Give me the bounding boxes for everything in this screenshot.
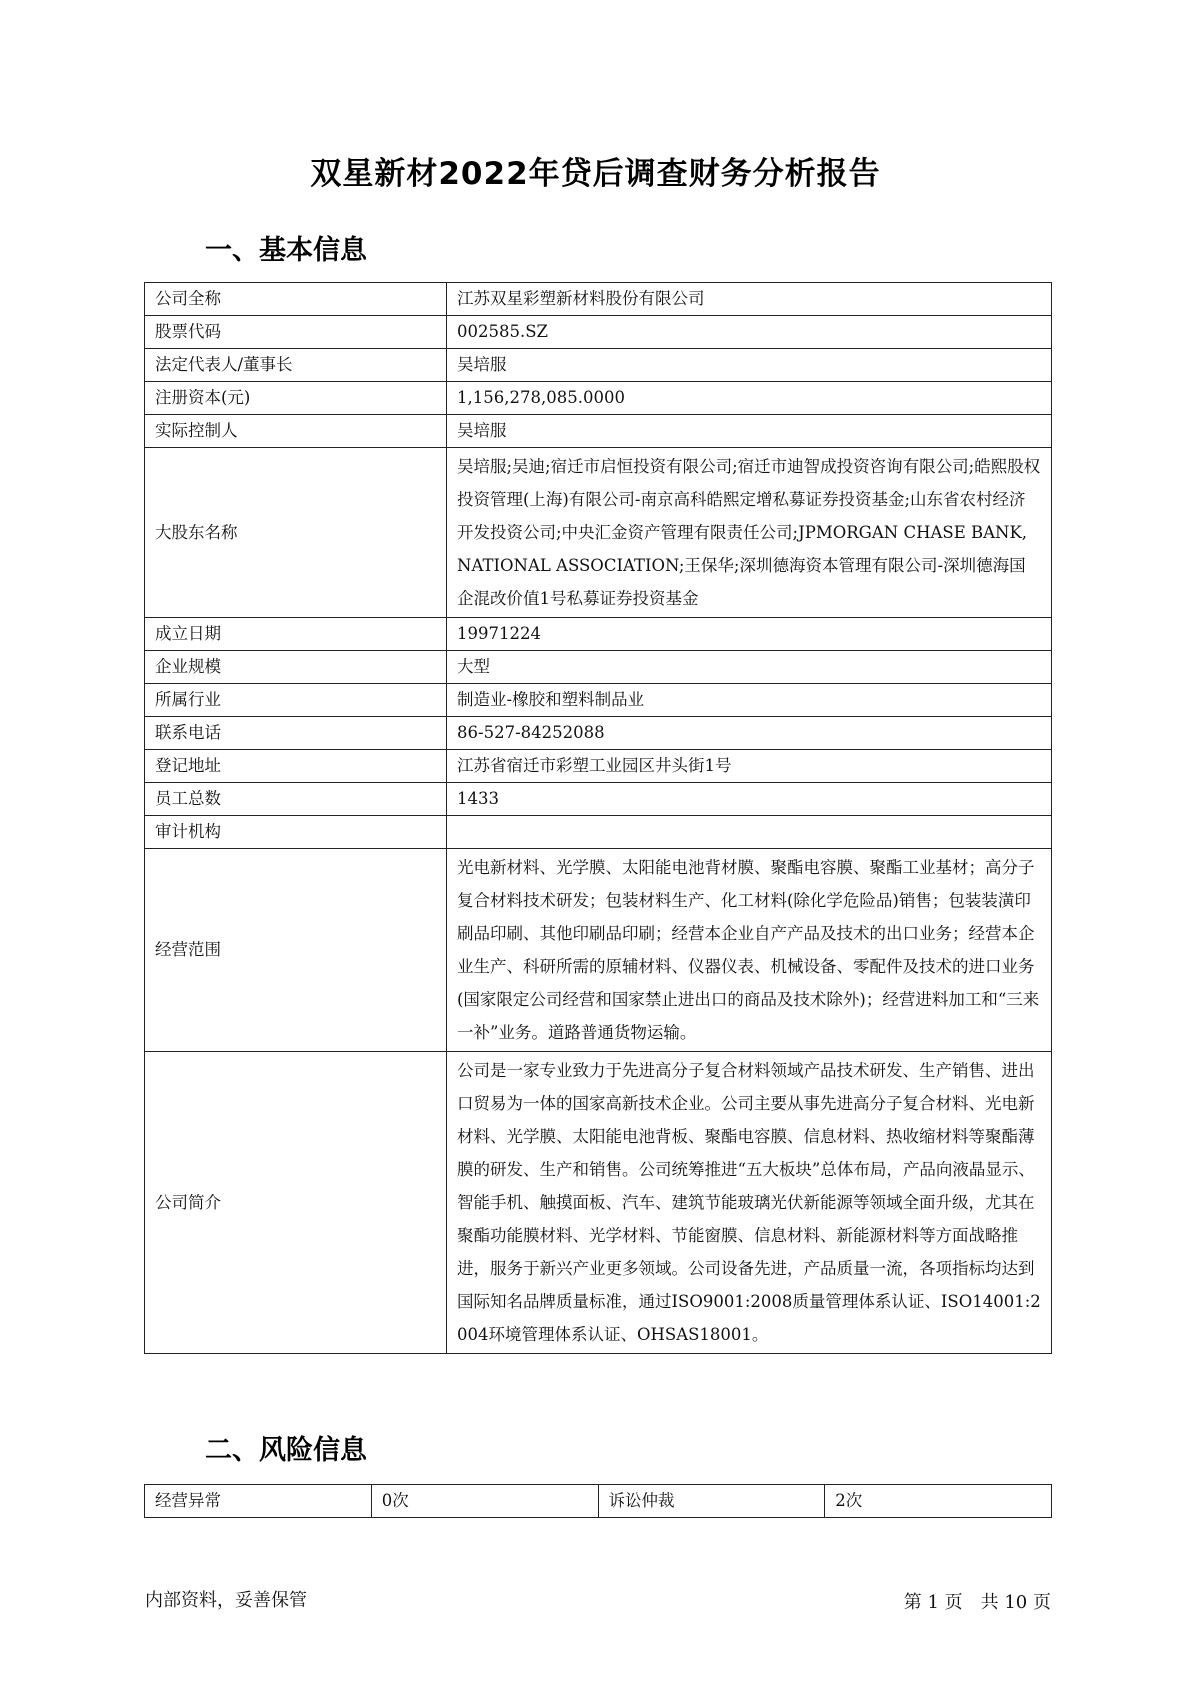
row-value: 19971224	[447, 618, 1052, 651]
basic-info-table	[144, 282, 1052, 1354]
row-value: 86-527-84252088	[447, 717, 1052, 750]
page-current: 1	[927, 1592, 939, 1613]
row-label: 成立日期	[145, 618, 447, 651]
risk-info-table	[144, 1484, 1052, 1518]
table-row	[145, 651, 1052, 684]
table-row	[145, 618, 1052, 651]
table-row	[145, 684, 1052, 717]
risk-value-abnormal: 0次	[371, 1485, 598, 1518]
table-row	[145, 316, 1052, 349]
section-title-risk-info: 二、风险信息	[205, 1435, 367, 1466]
row-label: 公司简介	[145, 1052, 447, 1354]
table-row	[145, 717, 1052, 750]
table-row	[145, 816, 1052, 849]
table-row	[145, 415, 1052, 448]
row-value: 1,156,278,085.0000	[447, 382, 1052, 415]
row-value: 江苏省宿迁市彩塑工业园区井头街1号	[447, 750, 1052, 783]
page-suffix: 页	[1033, 1592, 1051, 1613]
table-row	[145, 783, 1052, 816]
row-value: 大型	[447, 651, 1052, 684]
row-value: 公司是一家专业致力于先进高分子复合材料领域产品技术研发、生产销售、进出口贸易为一体的国家高新技术企业。公司主要从事先进高分子复合材料、光电新材料、光学膜、太阳能电池背板、聚酯电容膜、信息材料、热收缩材料等聚酯薄膜的研发、生产和销售。公司统筹推进“五大板块”总体布局，产品向液晶显示、智能手机、触摸面板、汽车、建筑节能玻璃光伏新能源等领域全面升级，尤其在聚酯功能膜材料、光学材料、节能窗膜、信息材料、新能源材料等方面战略推进，服务于新兴产业更多领域。公司设备先进，产品质量一流，各项指标均达到国际知名品牌质量标准，通过ISO9001:2008质量管理体系认证、ISO14001:2004环境管理体系认证、OHSAS18001。	[447, 1052, 1052, 1354]
row-label: 大股东名称	[145, 448, 447, 618]
row-label: 法定代表人/董事长	[145, 349, 447, 382]
row-value: 吴培服	[447, 349, 1052, 382]
page-prefix: 第	[903, 1592, 922, 1613]
row-value: 002585.SZ	[447, 316, 1052, 349]
table-row	[145, 382, 1052, 415]
row-value: 1433	[447, 783, 1052, 816]
table-row	[145, 849, 1052, 1052]
table-row	[145, 1052, 1052, 1354]
table-row	[145, 349, 1052, 382]
row-label: 企业规模	[145, 651, 447, 684]
row-label: 实际控制人	[145, 415, 447, 448]
row-label: 登记地址	[145, 750, 447, 783]
risk-label-abnormal: 经营异常	[145, 1485, 372, 1518]
page-number	[904, 1588, 1051, 1614]
row-value: 制造业-橡胶和塑料制品业	[447, 684, 1052, 717]
table-row	[145, 750, 1052, 783]
row-label: 所属行业	[145, 684, 447, 717]
row-value: 吴培服	[447, 415, 1052, 448]
row-value	[447, 816, 1052, 849]
row-value: 吴培服;吴迪;宿迁市启恒投资有限公司;宿迁市迪智成投资咨询有限公司;皓熙股权投资管理(上海)有限公司-南京高科皓熙定增私募证券投资基金;山东省农村经济开发投资公司;中央汇金资产管理有限责任公司;JPMORGAN CHASE BANK,NATIONAL ASSOCIATION;王保华;深圳德海资本管理有限公司-深圳德海国企混改价值1号私募证券投资基金	[447, 448, 1052, 618]
row-label: 注册资本(元)	[145, 382, 447, 415]
row-label: 员工总数	[145, 783, 447, 816]
row-label: 联系电话	[145, 717, 447, 750]
table-row	[145, 448, 1052, 618]
row-label: 股票代码	[145, 316, 447, 349]
table-row	[145, 1485, 1052, 1518]
row-label: 审计机构	[145, 816, 447, 849]
table-row	[145, 283, 1052, 316]
row-label: 公司全称	[145, 283, 447, 316]
row-label: 经营范围	[145, 849, 447, 1052]
risk-value-litigation: 2次	[825, 1485, 1052, 1518]
section-title-basic-info: 一、基本信息	[205, 235, 367, 266]
confidential-note: 内部资料，妥善保管	[145, 1590, 307, 1611]
page-total: 10	[1004, 1592, 1028, 1613]
page-mid: 页 共	[944, 1592, 999, 1613]
row-value: 光电新材料、光学膜、太阳能电池背材膜、聚酯电容膜、聚酯工业基材；高分子复合材料技术研发；包装材料生产、化工材料(除化学危险品)销售；包装装潢印刷品印刷、其他印刷品印刷；经营本企业自产产品及技术的出口业务；经营本企业生产、科研所需的原辅材料、仪器仪表、机械设备、零配件及技术的进口业务(国家限定公司经营和国家禁止进出口的商品及技术除外)；经营进料加工和“三来一补”业务。道路普通货物运输。	[447, 849, 1052, 1052]
document-title: 双星新材2022年贷后调查财务分析报告	[310, 156, 881, 192]
risk-label-litigation: 诉讼仲裁	[598, 1485, 825, 1518]
row-value: 江苏双星彩塑新材料股份有限公司	[447, 283, 1052, 316]
